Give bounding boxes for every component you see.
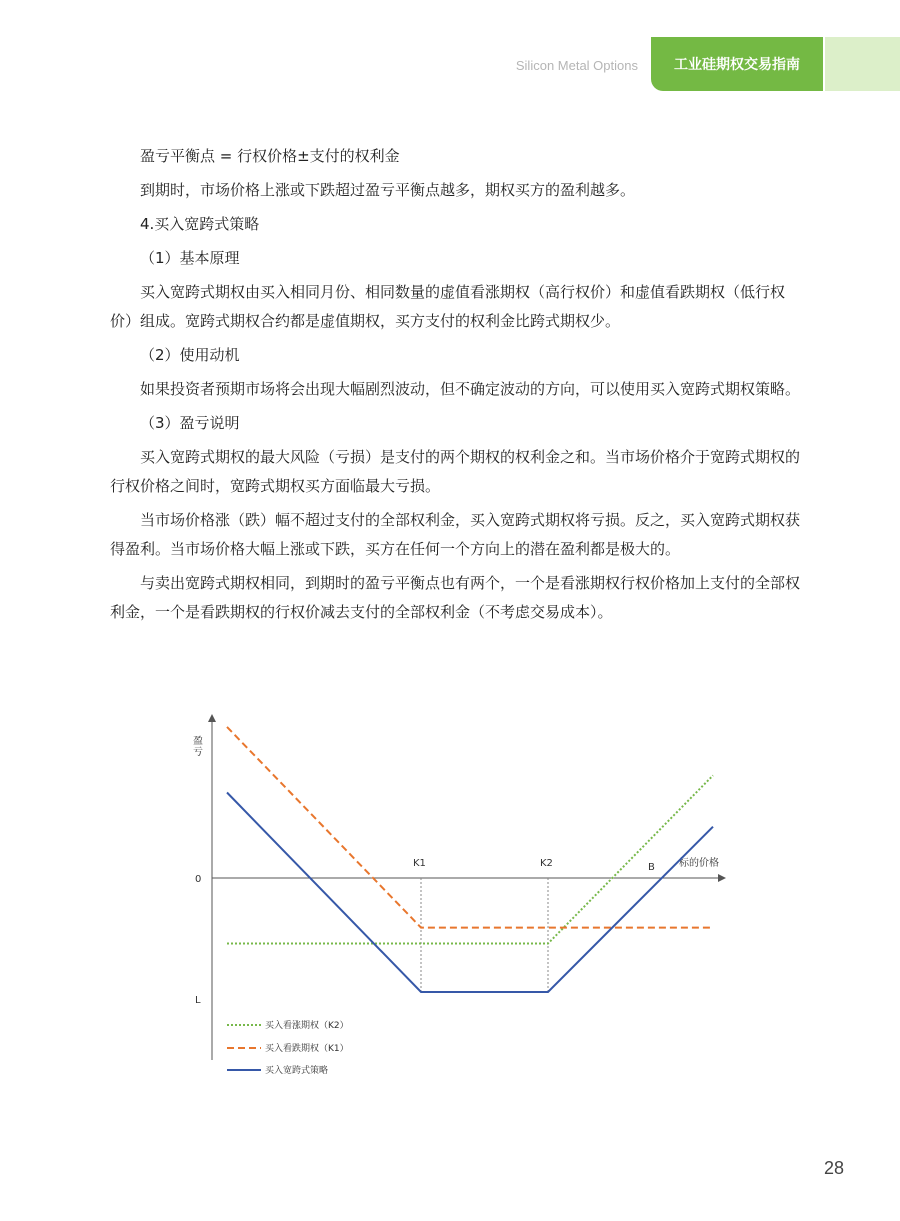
- series-line-call-k2: [227, 775, 713, 943]
- section-heading: 4.买入宽跨式策略: [140, 215, 260, 233]
- long-strangle-payoff-chart: [185, 712, 745, 1092]
- legend-label-call: 买入看涨期权（K2）: [265, 1021, 349, 1031]
- k1-marker: K1: [413, 858, 426, 869]
- paragraph: 买入宽跨式期权的最大风险（亏损）是支付的两个期权的权利金之和。当市场价格介于宽跨式期权的行权价格之间时，宽跨式期权买方面临最大亏损。: [110, 448, 801, 495]
- k2-marker: K2: [540, 858, 553, 869]
- series-line-strangle: [227, 793, 713, 993]
- legend-label-put: 买入看跌期权（K1）: [265, 1044, 349, 1054]
- paragraph: 当市场价格涨（跌）幅不超过支付的全部权利金，买入宽跨式期权将亏损。反之，买入宽跨式期权获得盈利。当市场价格大幅上涨或下跌，买方在任何一个方向上的潜在盈利都是极大的。: [110, 511, 801, 558]
- y-axis-arrow: [208, 714, 216, 722]
- header-accent-block: [825, 37, 900, 91]
- paragraph: 如果投资者预期市场将会出现大幅剧烈波动，但不确定波动的方向，可以使用买入宽跨式期权策略。: [140, 380, 801, 398]
- body-text: [110, 142, 800, 632]
- y-axis-label-1: 盈: [193, 736, 203, 747]
- subheading: （2）使用动机: [140, 346, 240, 364]
- x-axis-arrow: [718, 874, 726, 882]
- header-chinese-title: 工业硅期权交易指南: [651, 37, 823, 91]
- header-english-title: Silicon Metal Options: [515, 58, 638, 73]
- y-tick-zero: 0: [195, 874, 202, 885]
- subheading: （3）盈亏说明: [140, 414, 240, 432]
- page-number: 28: [823, 1158, 844, 1178]
- paragraph: 买入宽跨式期权由买入相同月份、相同数量的虚值看涨期权（高行权价）和虚值看跌期权（低行权价）组成。宽跨式期权合约都是虚值期权，买方支付的权利金比跨式期权少。: [110, 283, 786, 330]
- legend-label-strangle: 买入宽跨式策略: [265, 1066, 329, 1076]
- paragraph: 与卖出宽跨式期权相同，到期时的盈亏平衡点也有两个，一个是看涨期权行权价格加上支付的全部权利金，一个是看跌期权的行权价减去支付的全部权利金（不考虑交易成本）。: [110, 574, 801, 621]
- subheading: （1）基本原理: [140, 249, 240, 267]
- y-tick-loss: L: [195, 995, 201, 1006]
- x-axis-label: 标的价格: [679, 858, 719, 869]
- y-axis-label-2: 亏: [193, 747, 203, 758]
- series-line-put-k1: [227, 727, 713, 928]
- breakeven-marker: B: [648, 862, 655, 873]
- legend: [227, 1019, 349, 1076]
- paragraph: 到期时，市场价格上涨或下跌超过盈亏平衡点越多，期权买方的盈利越多。: [140, 181, 636, 199]
- paragraph: 盈亏平衡点 = 行权价格±支付的权利金: [140, 147, 400, 165]
